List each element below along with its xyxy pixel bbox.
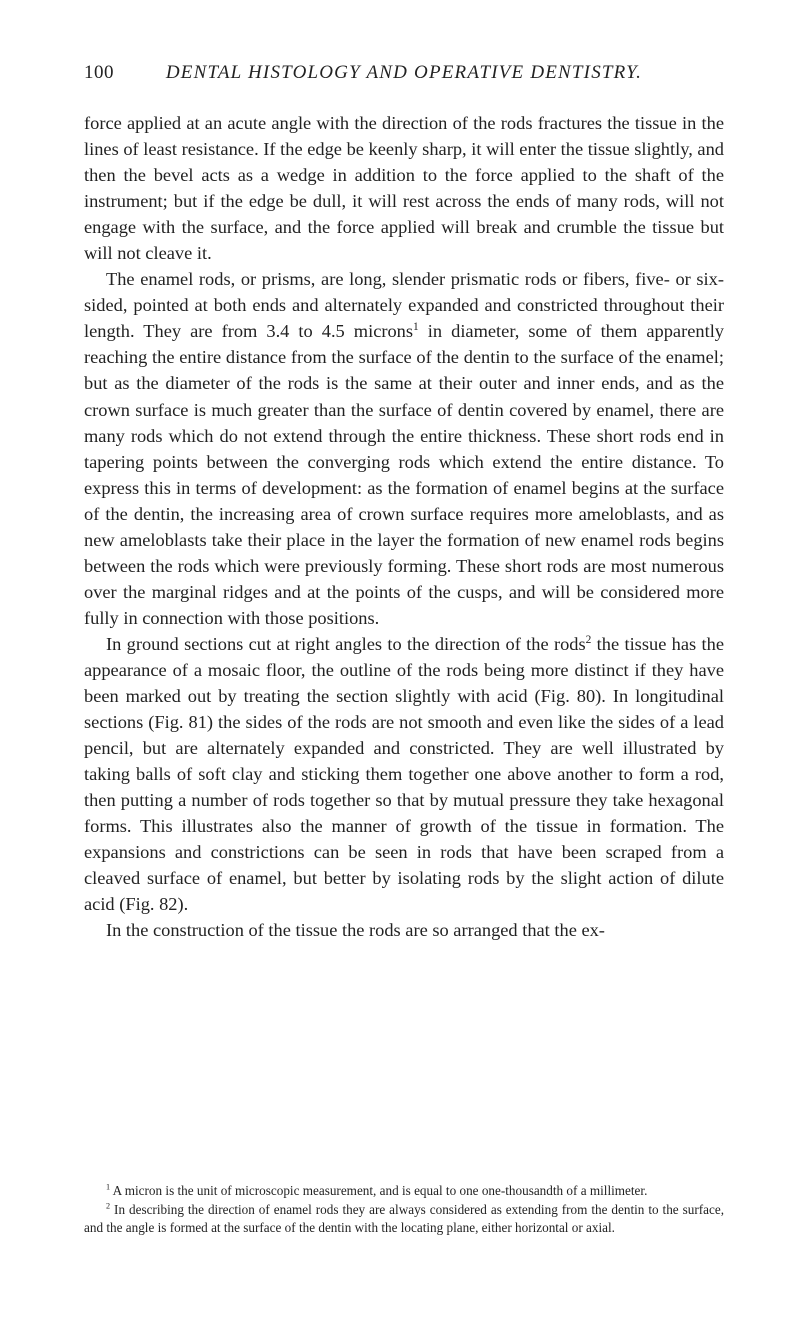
footnote-ref-2: 2 bbox=[585, 633, 592, 646]
running-head bbox=[84, 62, 724, 90]
footnote-ref-1: 1 bbox=[413, 321, 419, 334]
paragraph-continued bbox=[84, 110, 724, 266]
paragraph-text: the tissue has the appearance of a mosaic floor, the outline of the rods being more distinct if they have been marked out by treating the section slightly with acid (Fig. 80). In longitudinal sections (Fig. 81) the sides of the rods are not smooth and even like the sides of a lead pencil, but are alternately expanded and constricted. They are well illustrated by taking balls of soft clay and sticking them together one above another to form a rod, then putting a number of rods together so that by mutual pressure they take hexagonal forms. This illustrates also the manner of growth of the tissue in formation. The expansions and constrictions can be seen in rods that have been scraped from a cleaved surface of enamel, but better by isolating rods by the slight action of dilute acid (Fig. 82). bbox=[84, 633, 724, 915]
paragraph-text: In ground sections cut at right angles to the direction of the rods bbox=[106, 633, 586, 654]
paragraph-construction bbox=[84, 917, 724, 943]
footnotes bbox=[84, 1182, 724, 1238]
page-number: 100 bbox=[84, 62, 114, 83]
paragraph-text: In the construction of the tissue the rods are so arranged that the ex- bbox=[106, 920, 605, 941]
paragraph-ground-sections bbox=[84, 631, 724, 918]
footnote-text: In describing the direction of enamel rods they are always considered as extending from the dentin to the surface, and the angle is formed at the surface of the dentin with the locating plane, either horizontal or axial. bbox=[84, 1201, 724, 1236]
footnote-text: A micron is the unit of microscopic measurement, and is equal to one one-thousandth of a millimeter. bbox=[110, 1183, 648, 1198]
footnote-marker: 1 bbox=[106, 1182, 111, 1192]
paragraph-text: force applied at an acute angle with the direction of the rods fractures the tissue in the lines of least resistance. If the edge be keenly sharp, it will enter the tissue slightly, and then the bevel acts as a wedge in addition to the force applied to the shaft of the instrument; but if the edge be dull, it will rest across the ends of many rods, will not engage with the surface, and the force applied will break and crumble the tissue but will not cleave it. bbox=[84, 113, 724, 264]
paragraph-text: The enamel rods, or prisms, are long, slender prismatic rods or fibers, five- or six-sided, pointed at both ends and alternately expanded and constricted throughout their length. They are from 3.4 to 4.5 microns bbox=[84, 269, 724, 342]
footnote-1 bbox=[84, 1182, 724, 1201]
running-head-title: DENTAL HISTOLOGY AND OPERATIVE DENTISTRY. bbox=[165, 62, 643, 83]
paragraph-text: in diameter, some of them apparently reaching the entire distance from the surface of the dentin to the surface of the enamel; but as the diameter of the rods is the same at their outer and inner ends, and as the crown surface is much greater than the surface of dentin covered by enamel, there are many rods which do not extend through the entire thickness. These short rods end in tapering points between the converging rods which extend the entire distance. To express this in terms of development: as the formation of enamel begins at the surface of the dentin, the increasing area of crown surface requires more ameloblasts, and as new ameloblasts take their place in the layer the formation of new enamel rods begins between the rods which were previously forming. These short rods are most numerous over the marginal ridges and at the points of the cusps, and will be considered more fully in connection with those positions. bbox=[84, 321, 724, 628]
footnote-2 bbox=[84, 1201, 724, 1238]
body-text bbox=[84, 110, 724, 944]
footnote-marker: 2 bbox=[106, 1201, 111, 1211]
paragraph-enamel-rods bbox=[84, 266, 724, 631]
